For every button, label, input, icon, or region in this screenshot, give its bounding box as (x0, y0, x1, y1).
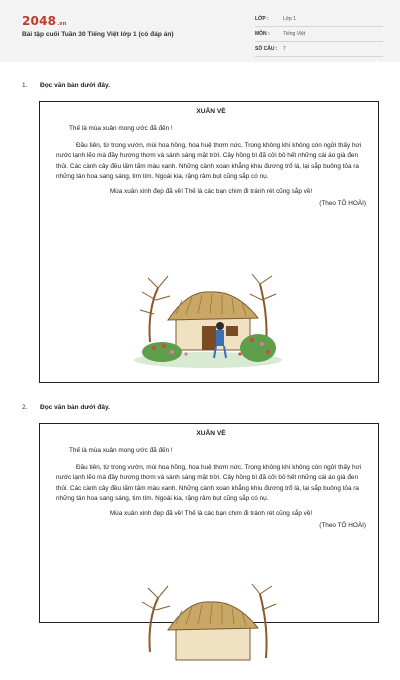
meta-row-grade (255, 12, 383, 27)
reading-paragraph: Thế là mùa xuân mong ước đã đến ! (69, 125, 173, 132)
reading-paragraph: Đầu tiên, từ trong vườn, mùi hoa hồng, hoa huệ thơm nức. Trong không khí không còn ngửi thấy hơi nước lạnh lẽo mà đầy hương thơm và sánh sáng mặt trời. Cây hồng bì đã cởi bỏ hết những cái áo già đen thủi. Các cành cây đều lấm tấm màu xanh. Những cành xoan khẳng khiu đương trổ lá, lại sắp buông tỏa ra những tán hoa sang sáng, tim tím. Ngoài kia, rặng râm bụt cũng sắp có nụ. (56, 464, 362, 502)
meta-value: Lớp 1 (283, 16, 297, 22)
reading-title: XUÂN VỀ (196, 108, 226, 115)
worksheet-title: Bài tập cuối Tuần 30 Tiếng Việt lớp 1 (có đáp án) (22, 31, 174, 38)
reading-source: (Theo TÔ HOÀI) (319, 522, 366, 530)
question-number: 1. (22, 82, 28, 89)
reading-paragraph: Mùa xuân xinh đẹp đã về! Thế là các bạn chim đi tránh rét cũng sắp về! (109, 510, 313, 518)
question-number: 2. (22, 404, 28, 411)
cottage-illustration (128, 270, 288, 370)
question-instruction: Đọc văn bản dưới đây. (40, 404, 110, 411)
reading-paragraph: Mùa xuân xinh đẹp đã về! Thế là các bạn chim đi tránh rét cũng sắp về! (109, 188, 313, 196)
meta-key: MÔN : (255, 31, 270, 37)
meta-value: Tiếng Việt (283, 31, 306, 37)
meta-row-subject (255, 27, 383, 42)
worksheet-meta (255, 12, 383, 57)
reading-box (39, 101, 379, 383)
reading-paragraph: Thế là mùa xuân mong ước đã đến ! (69, 447, 173, 454)
site-logo[interactable] (22, 14, 67, 28)
question-instruction: Đọc văn bản dưới đây. (40, 82, 110, 89)
logo-text: 2048 (22, 14, 57, 28)
logo-suffix: .vn (57, 21, 67, 27)
meta-key: LỚP : (255, 16, 269, 22)
reading-box (39, 423, 379, 623)
meta-value: 7 (283, 46, 286, 52)
meta-row-count (255, 42, 383, 57)
reading-title: XUÂN VỀ (196, 430, 226, 437)
reading-paragraph: Đầu tiên, từ trong vườn, mùi hoa hồng, hoa huệ thơm nức. Trong không khí không còn ngửi thấy hơi nước lạnh lẽo mà đầy hương thơm và sánh sáng mặt trời. Cây hồng bì đã cởi bỏ hết những cái áo già đen thủi. Các cành cây đều lấm tấm màu xanh. Những cành xoan khẳng khiu đương trổ lá, lại sắp buông tỏa ra những tán hoa sang sáng, tim tím. Ngoài kia, rặng râm bụt cũng sắp có nụ. (56, 142, 362, 180)
cottage-illustration (128, 580, 288, 680)
reading-source: (Theo TÔ HOÀI) (319, 200, 366, 208)
worksheet-header (0, 0, 400, 62)
meta-key: SỐ CÂU : (255, 46, 278, 52)
